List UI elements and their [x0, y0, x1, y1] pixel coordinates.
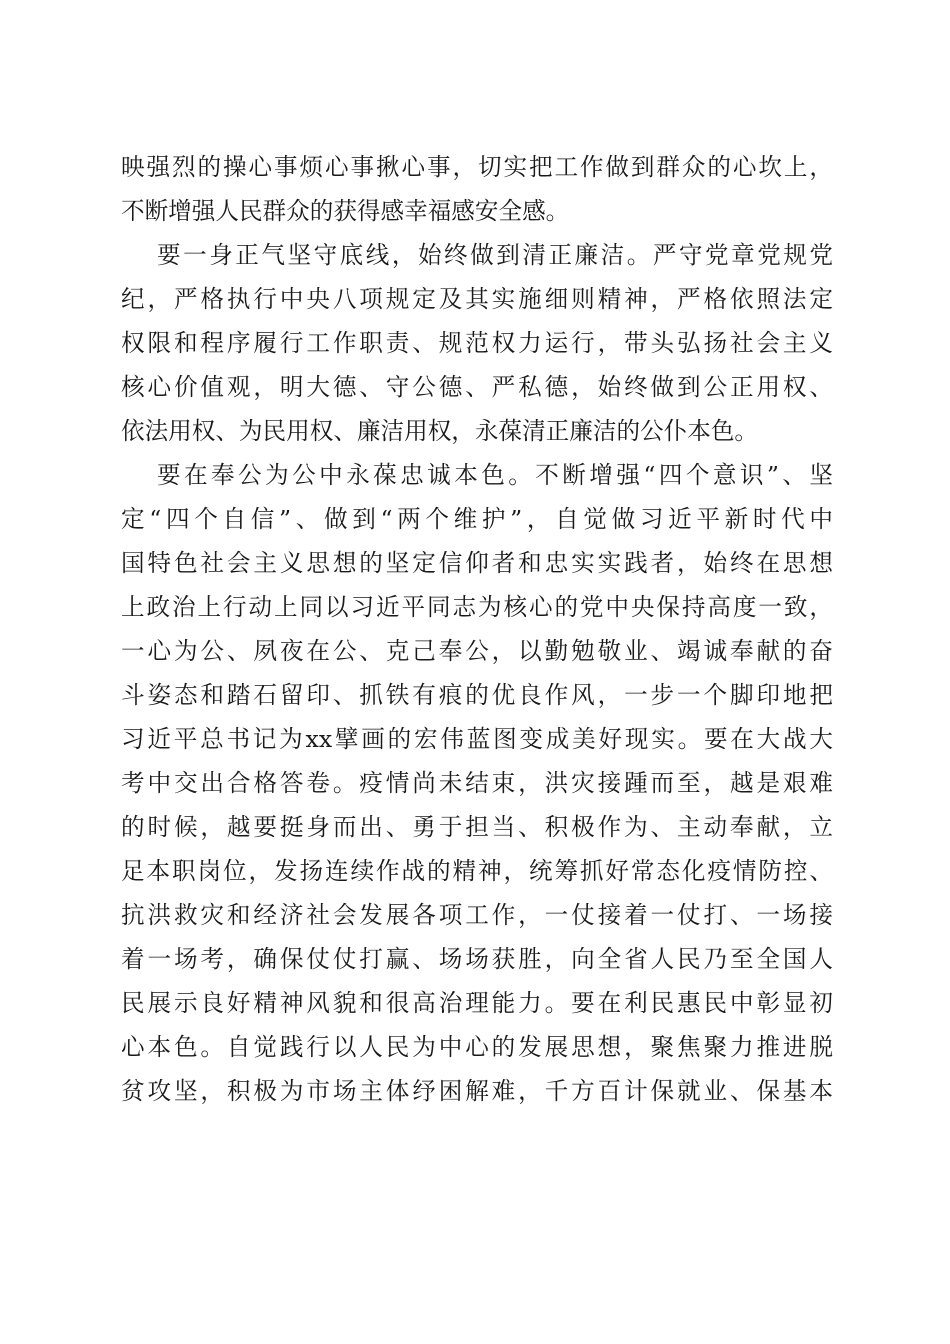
text-line: 斗姿态和踏石留印、抓铁有痕的优良作风，一步一个脚印地把 [121, 681, 833, 709]
text-line: 的时候，越要挺身而出、勇于担当、积极作为、主动奉献，立 [121, 813, 833, 841]
text-line: 考中交出合格答卷。疫情尚未结束，洪灾接踵而至，越是艰难 [121, 769, 833, 797]
text-line: 核心价值观，明大德、守公德、严私德，始终做到公正用权、 [121, 373, 833, 401]
paragraph-2 [121, 233, 833, 453]
text-line: 心本色。自觉践行以人民为中心的发展思想，聚焦聚力推进脱 [121, 1033, 833, 1061]
text-line: 定“四个自信”、做到“两个维护”，自觉做习近平新时代中 [121, 505, 833, 533]
text-line: 上政治上行动上同以习近平同志为核心的党中央保持高度一致， [121, 593, 833, 621]
paragraph-3 [121, 453, 833, 1113]
text-line: 抗洪救灾和经济社会发展各项工作，一仗接着一仗打、一场接 [121, 901, 833, 929]
text-line: 习近平总书记为xx擘画的宏伟蓝图变成美好现实。要在大战大 [121, 725, 833, 753]
text-line: 民展示良好精神风貌和很高治理能力。要在利民惠民中彰显初 [121, 989, 833, 1017]
paragraph-1 [121, 145, 833, 233]
text-line: 要在奉公为公中永葆忠诚本色。不断增强“四个意识”、坚 [157, 461, 833, 489]
text-line: 足本职岗位，发扬连续作战的精神，统筹抓好常态化疫情防控、 [121, 857, 833, 885]
text-line: 权限和程序履行工作职责、规范权力运行，带头弘扬社会主义 [121, 329, 833, 357]
text-line: 着一场考，确保仗仗打赢、场场获胜，向全省人民乃至全国人 [121, 945, 833, 973]
body-text [121, 145, 833, 1113]
text-line: 映强烈的操心事烦心事揪心事，切实把工作做到群众的心坎上， [121, 153, 833, 181]
text-line: 一心为公、夙夜在公、克己奉公，以勤勉敬业、竭诚奉献的奋 [121, 637, 833, 665]
text-line: 要一身正气坚守底线，始终做到清正廉洁。严守党章党规党 [157, 241, 833, 269]
text-line: 依法用权、为民用权、廉洁用权，永葆清正廉洁的公仆本色。 [121, 417, 759, 445]
text-line: 纪，严格执行中央八项规定及其实施细则精神，严格依照法定 [121, 285, 833, 313]
text-line: 国特色社会主义思想的坚定信仰者和忠实实践者，始终在思想 [121, 549, 833, 577]
text-line: 不断增强人民群众的获得感幸福感安全感。 [121, 197, 570, 225]
text-line: 贫攻坚，积极为市场主体纾困解难，千方百计保就业、保基本 [121, 1077, 833, 1105]
